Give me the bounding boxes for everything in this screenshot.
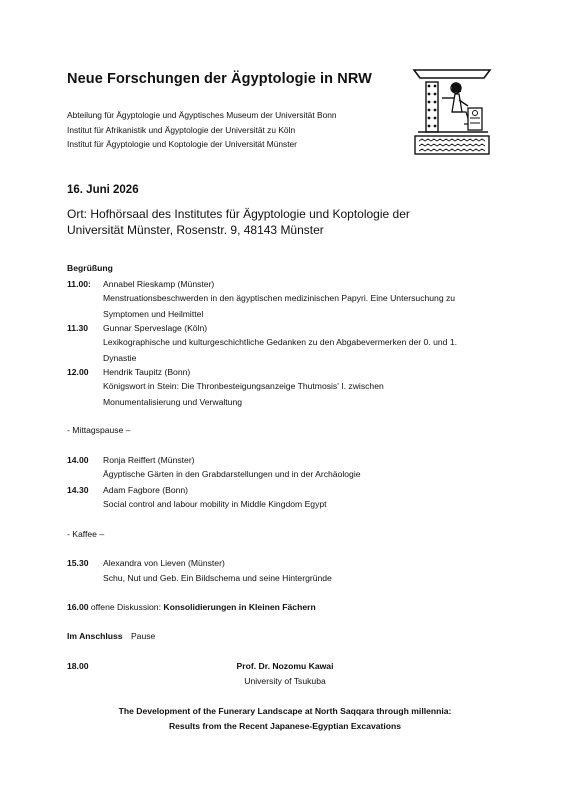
keynote-speaker: Prof. Dr. Nozomu Kawai bbox=[236, 661, 334, 671]
talk-5-title: Social control and labour mobility in Middle Kingdom Egypt bbox=[103, 499, 327, 509]
afterwards-label: Im Anschluss bbox=[67, 631, 123, 641]
talk-6-title: Schu, Nut und Geb. Ein Bildschema und seine Hintergründe bbox=[103, 573, 332, 583]
discussion bbox=[67, 602, 316, 612]
talk-4-time: 14.00 bbox=[67, 455, 89, 465]
talk-1-time: 11.00: bbox=[67, 279, 91, 289]
talk-3-title-line-1: Königswort in Stein: Die Thronbesteigungsanzeige Thutmosis' I. zwischen bbox=[103, 381, 384, 391]
talk-4-title: Ägyptische Gärten in den Grabdarstellungen und in der Archäologie bbox=[103, 469, 361, 479]
talk-6-speaker: Alexandra von Lieven (Münster) bbox=[103, 558, 225, 568]
location-line-2: Universität Münster, Rosenstr. 9, 48143 Münster bbox=[67, 223, 324, 237]
keynote-title-line-2: Results from the Recent Japanese-Egyptian Excavations bbox=[168, 721, 402, 731]
keynote-affiliation: University of Tsukuba bbox=[244, 676, 326, 686]
afterwards-text: Pause bbox=[130, 631, 156, 641]
institution-koeln: Institut für Afrikanistik und Ägyptologie der Universität zu Köln bbox=[67, 125, 296, 135]
talk-2-title-line-2: Dynastie bbox=[103, 352, 137, 363]
talk-5-speaker: Adam Fagbore (Bonn) bbox=[103, 485, 189, 495]
keynote-time: 18.00 bbox=[67, 661, 89, 671]
institution-muenster: Institut für Ägyptologie und Koptologie der Universität Münster bbox=[67, 139, 297, 149]
talk-2-time: 11.30 bbox=[67, 323, 89, 333]
lunch-break: - Mittagspause – bbox=[67, 425, 131, 435]
talk-1-speaker: Annabel Rieskamp (Münster) bbox=[103, 279, 215, 289]
talk-3-title-line-2: Monumentalisierung und Verwaltung bbox=[103, 396, 243, 407]
talk-3-time: 12.00 bbox=[67, 367, 89, 377]
page-title: Neue Forschungen der Ägyptologie in NRW bbox=[67, 71, 372, 87]
talk-6-time: 15.30 bbox=[67, 558, 89, 568]
talk-2-title-line-1: Lexikographische und kulturgeschichtliche Gedanken zu den Abgabevermerken der 0. und 1. bbox=[103, 337, 458, 347]
event-date: 16. Juni 2026 bbox=[67, 184, 139, 196]
event-location bbox=[67, 206, 487, 238]
talk-1-title-line-2: Symptomen und Heilmittel bbox=[103, 308, 204, 319]
coffee-break: - Kaffee – bbox=[67, 529, 105, 539]
discussion-label: offene Diskussion: bbox=[90, 602, 161, 612]
afterwards bbox=[67, 631, 155, 641]
talk-1-title-line-1: Menstruationsbeschwerden in den ägyptischen medizinischen Papyri. Eine Untersuchung zu bbox=[103, 293, 456, 303]
talk-4-speaker: Ronja Reiffert (Münster) bbox=[103, 455, 195, 465]
talk-2-title bbox=[103, 335, 503, 366]
talk-2-speaker: Gunnar Sperveslage (Köln) bbox=[103, 323, 208, 333]
institution-bonn: Abteilung für Ägyptologie und Ägyptisches Museum der Universität Bonn bbox=[67, 110, 337, 120]
location-line-1: Ort: Hofhörsaal des Institutes für Ägyptologie und Koptologie der bbox=[67, 207, 410, 221]
keynote-title-line-1: The Development of the Funerary Landscape at North Saqqara through millennia: bbox=[118, 706, 452, 716]
welcome-heading: Begrüßung bbox=[67, 263, 113, 273]
talk-1-title bbox=[103, 291, 503, 322]
seated-scribe-hieroglyph-icon bbox=[412, 68, 492, 158]
talk-5-time: 14.30 bbox=[67, 485, 89, 495]
talk-3-speaker: Hendrik Taupitz (Bonn) bbox=[103, 367, 191, 377]
discussion-time: 16.00 bbox=[67, 602, 89, 612]
discussion-topic: Konsolidierungen in Kleinen Fächern bbox=[163, 602, 316, 612]
talk-3-title bbox=[103, 379, 503, 410]
